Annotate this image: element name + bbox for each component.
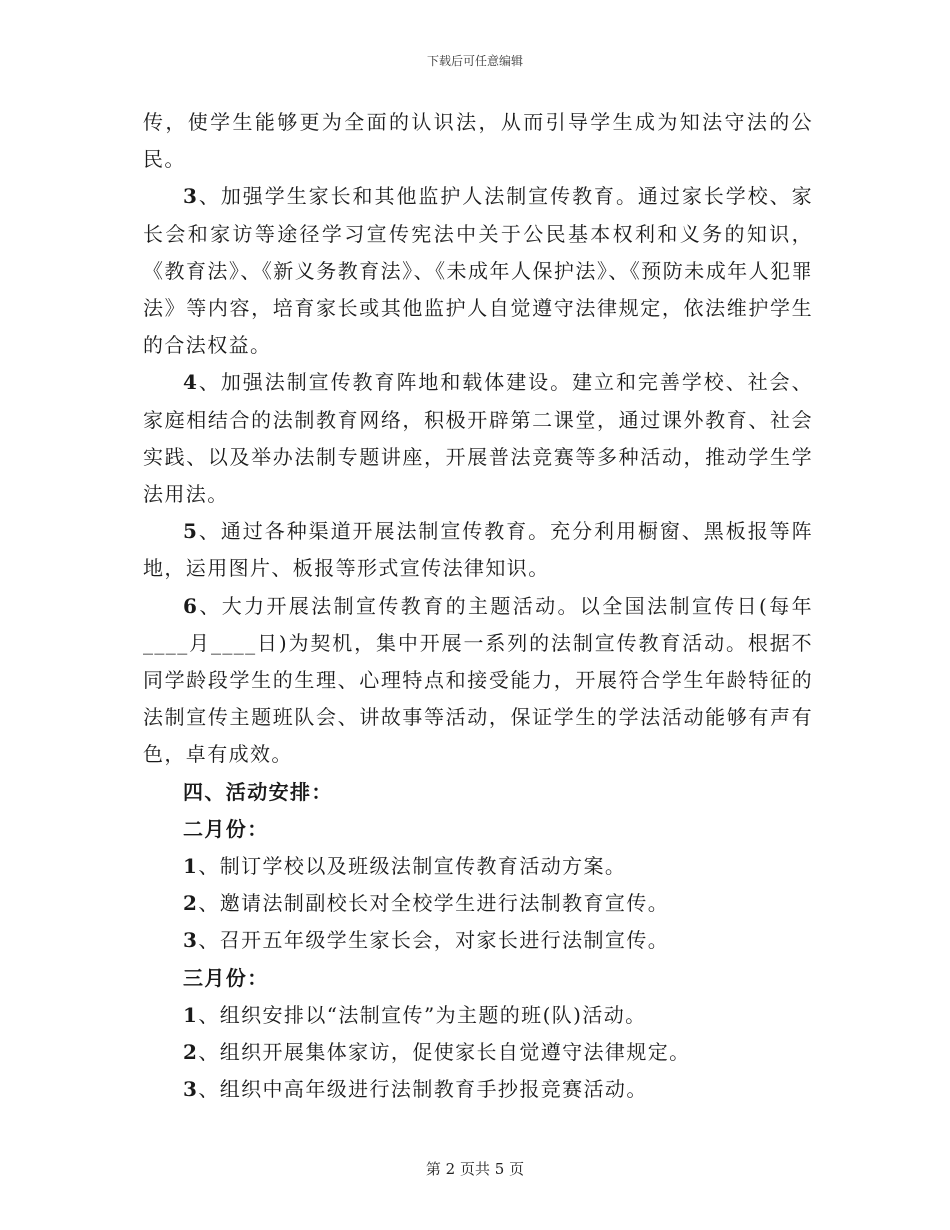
item-number: 3 [183, 1077, 199, 1102]
paragraph-text: 、加强学生家长和其他监护人法制宣传教育。通过家长学校、家长会和家访等途径学习宣传宪法中关于公民基本权利和义务的知识，《教育法》、《新义务教育法》、《未成年人保护法》、《预防未成年人犯罪法》等内容，培育家长或其他监护人自觉遵守法律规定，依法维护学生的合法权益。 [143, 184, 813, 358]
paragraph-number: 4 [183, 370, 199, 395]
list-item [143, 885, 813, 922]
paragraph-text: 传，使学生能够更为全面的认识法，从而引导学生成为知法守法的公民。 [143, 110, 813, 172]
item-text: 、召开五年级学生家长会，对家长进行法制宣传。 [198, 928, 670, 953]
paragraph-number: 6 [183, 593, 199, 618]
page-footer: 第 2 页共 5 页 [425, 1160, 525, 1178]
section-title: 四、活动安排： [183, 779, 333, 804]
page-header: 下载后可任意编辑 [426, 54, 523, 68]
item-number: 1 [183, 854, 199, 879]
item-text: 、组织中高年级进行法制教育手抄报竞赛活动。 [198, 1077, 648, 1102]
list-item [143, 922, 813, 959]
paragraph-6 [143, 588, 813, 774]
item-number: 1 [183, 1002, 199, 1027]
item-text: 、邀请法制副校长对全校学生进行法制教育宣传。 [198, 891, 670, 916]
paragraph-continuation [143, 104, 813, 178]
list-item [143, 848, 813, 885]
paragraph-number: 3 [183, 184, 199, 209]
paragraph-4 [143, 364, 813, 513]
item-text: 、制订学校以及班级法制宣传教育活动方案。 [198, 854, 627, 879]
paragraph-text: 、通过各种渠道开展法制宣传教育。充分利用橱窗、黑板报等阵地，运用图片、板报等形式宣传法律知识。 [143, 519, 813, 581]
month-title-mar: 三月份： [183, 965, 269, 990]
list-item [143, 997, 813, 1034]
paragraph-number: 5 [183, 519, 199, 544]
paragraph-text: 、加强法制宣传教育阵地和载体建设。建立和完善学校、社会、家庭相结合的法制教育网络，积极开辟第二课堂，通过课外教育、社会实践、以及举办法制专题讲座，开展普法竞赛等多种活动，推动学生学法用法。 [143, 370, 813, 507]
item-number: 2 [183, 891, 199, 916]
list-item [143, 1071, 813, 1108]
item-text: 、组织开展集体家访，促使家长自觉遵守法律规定。 [198, 1040, 691, 1065]
paragraph-3 [143, 178, 813, 364]
paragraph-5 [143, 513, 813, 587]
item-text: 、组织安排以“法制宣传”为主题的班(队)活动。 [198, 1002, 647, 1027]
document-body [143, 104, 813, 1108]
paragraph-text: 、大力开展法制宣传教育的主题活动。以全国法制宣传日(每年____月____日)为契机，集中开展一系列的法制宣传教育活动。根据不同学龄段学生的生理、心理特点和接受能力，开展符合学生年龄特征的法制宣传主题班队会、讲故事等活动，保证学生的学法活动能够有声有色，卓有成效。 [143, 593, 813, 767]
item-number: 3 [183, 928, 199, 953]
list-item [143, 1034, 813, 1071]
month-title-feb: 二月份： [183, 816, 269, 841]
item-number: 2 [183, 1040, 199, 1065]
